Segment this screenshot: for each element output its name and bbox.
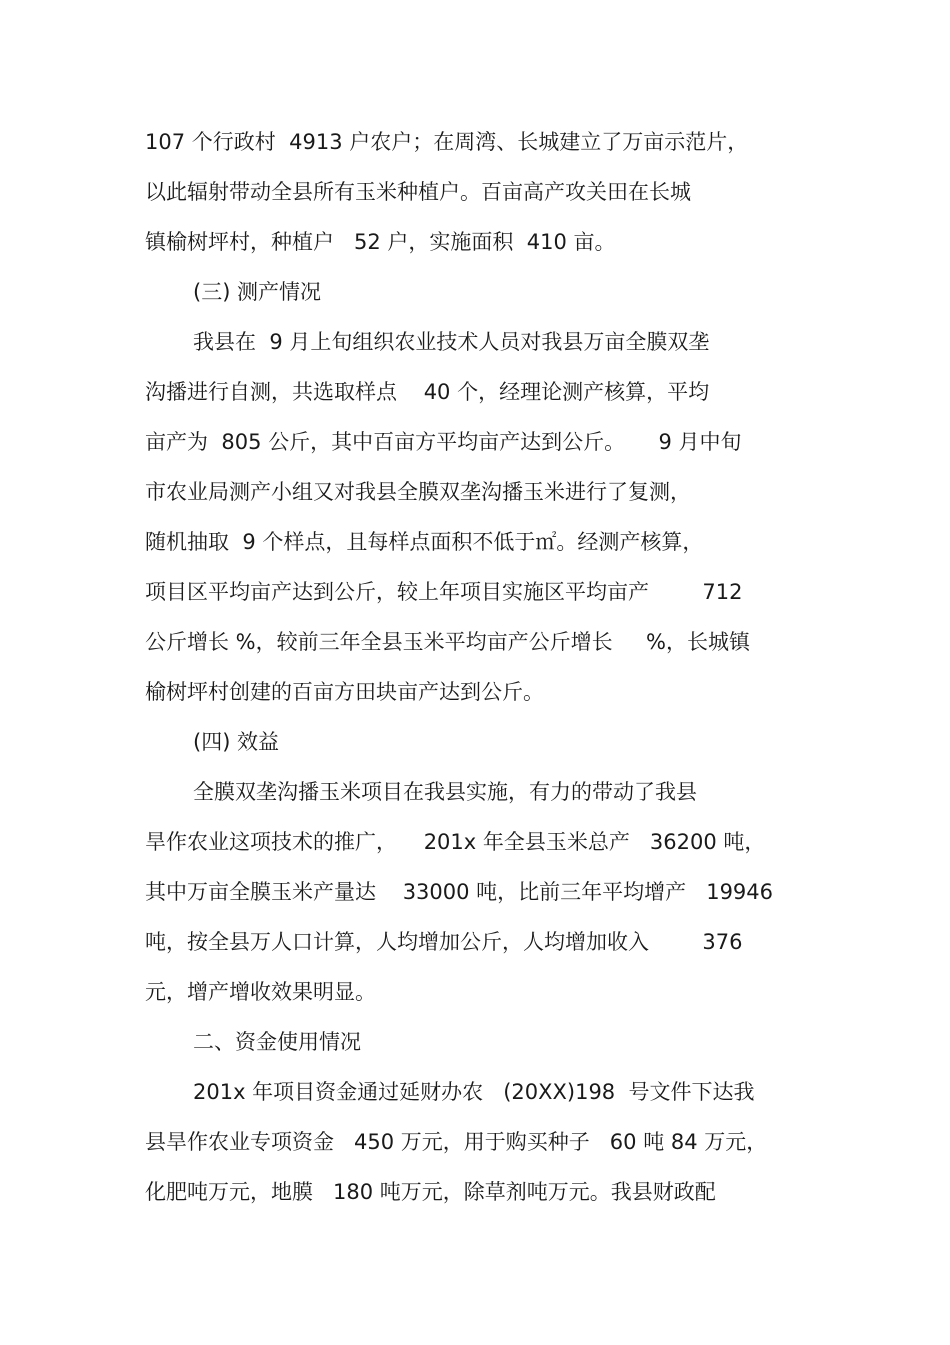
text-line: 化肥吨万元，地膜 180 吨万元，除草剂吨万元。我县财政配 (145, 1180, 716, 1204)
text-line: 市农业局测产小组又对我县全膜双垄沟播玉米进行了复测， (145, 480, 691, 504)
text-line: 吨，按全县万人口计算，人均增加公斤，人均增加收入 376 (145, 930, 743, 954)
text-line: 以此辐射带动全县所有玉米种植户。百亩高产攻关田在长城 (145, 180, 691, 204)
text-line: 107 个行政村 4913 户农户；在周湾、长城建立了万亩示范片， (145, 130, 749, 154)
text-line: 项目区平均亩产达到公斤，较上年项目实施区平均亩产 712 (145, 580, 743, 604)
text-line: 亩产为 805 公斤，其中百亩方平均亩产达到公斤。 9 月中旬 (145, 430, 742, 454)
section-heading: (四) 效益 (193, 730, 280, 754)
text-line: 公斤增长 %，较前三年全县玉米平均亩产公斤增长 %，长城镇 (145, 630, 750, 654)
section-heading: 二、资金使用情况 (193, 1030, 361, 1054)
paragraph-start: 我县在 9 月上旬组织农业技术人员对我县万亩全膜双垄 (193, 330, 710, 354)
paragraph-start: 全膜双垄沟播玉米项目在我县实施，有力的带动了我县 (193, 780, 697, 804)
text-line: 县旱作农业专项资金 450 万元，用于购买种子 60 吨 84 万元， (145, 1130, 768, 1154)
section-heading: (三) 测产情况 (193, 280, 322, 304)
text-line: 旱作农业这项技术的推广， 201x 年全县玉米总产 36200 吨， (145, 830, 766, 854)
text-line: 榆树坪村创建的百亩方田块亩产达到公斤。 (145, 680, 544, 704)
paragraph-start: 201x 年项目资金通过延财办农 (20XX)198 号文件下达我 (193, 1080, 755, 1104)
text-line: 随机抽取 9 个样点，且每样点面积不低于㎡。经测产核算， (145, 530, 704, 554)
text-line: 其中万亩全膜玉米产量达 33000 吨，比前三年平均增产 19946 (145, 880, 774, 904)
text-line: 沟播进行自测，共选取样点 40 个，经理论测产核算，平均 (145, 380, 710, 404)
text-line: 元，增产增收效果明显。 (145, 980, 376, 1004)
text-line: 镇榆树坪村，种植户 52 户，实施面积 410 亩。 (145, 230, 616, 254)
